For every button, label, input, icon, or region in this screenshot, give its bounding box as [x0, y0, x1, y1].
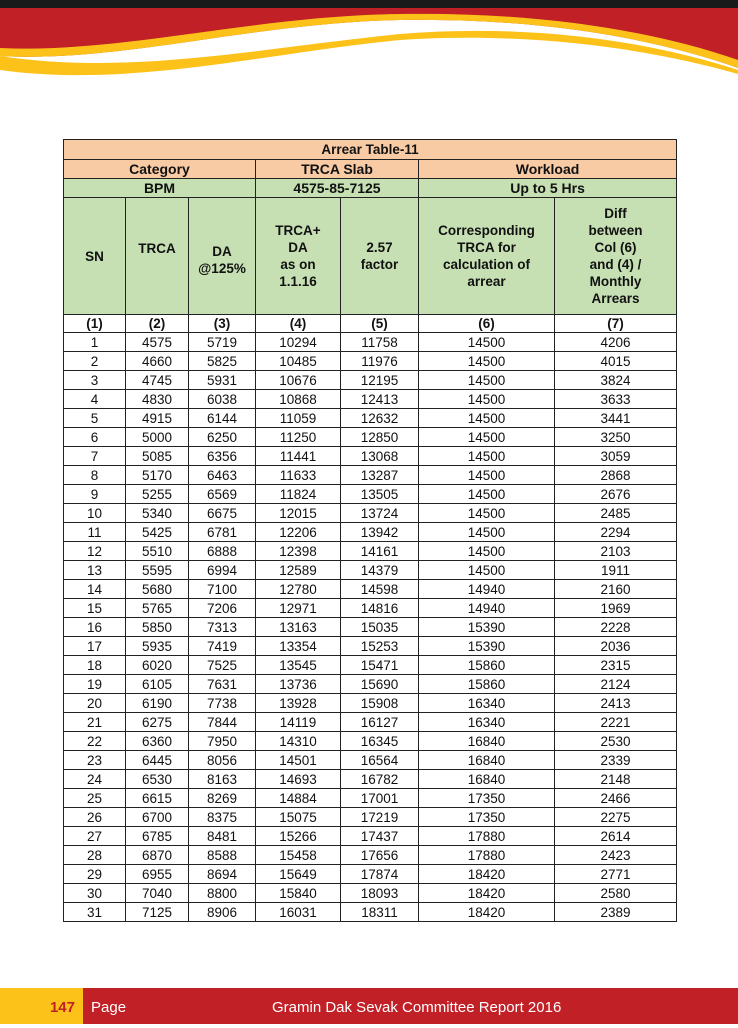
table-cell: 11633	[256, 466, 341, 485]
table-cell: 6675	[189, 504, 256, 523]
table-cell: 7040	[126, 884, 189, 903]
table-cell: 4915	[126, 409, 189, 428]
table-cell: 10676	[256, 371, 341, 390]
table-cell: 14598	[341, 580, 419, 599]
column-header-line: TRCA	[138, 240, 176, 256]
table-row	[64, 656, 677, 675]
table-cell: 6569	[189, 485, 256, 504]
column-number-row	[64, 315, 677, 333]
table-cell: 6	[64, 428, 126, 447]
table-cell: 23	[64, 751, 126, 770]
table-row	[64, 428, 677, 447]
table-cell: 1969	[555, 599, 677, 618]
table-cell: 15266	[256, 827, 341, 846]
table-row	[64, 390, 677, 409]
footer-bar	[0, 988, 738, 1024]
table-cell: 6275	[126, 713, 189, 732]
table-row	[64, 732, 677, 751]
table-cell: 14500	[419, 542, 555, 561]
table-cell: 15471	[341, 656, 419, 675]
table-cell: 15860	[419, 675, 555, 694]
table-cell: 18093	[341, 884, 419, 903]
table-cell: 6870	[126, 846, 189, 865]
table-cell: 21	[64, 713, 126, 732]
table-cell: 14500	[419, 447, 555, 466]
column-header-line: between	[588, 223, 643, 238]
table-cell: 13068	[341, 447, 419, 466]
table-cell: 16840	[419, 770, 555, 789]
table-cell: 15908	[341, 694, 419, 713]
table-row	[64, 789, 677, 808]
table-cell: 10485	[256, 352, 341, 371]
table-row	[64, 523, 677, 542]
table-cell: 2339	[555, 751, 677, 770]
table-cell: 15458	[256, 846, 341, 865]
table-cell: 11758	[341, 333, 419, 352]
table-cell: 15390	[419, 637, 555, 656]
column-number: (2)	[126, 315, 189, 333]
table-cell: 6785	[126, 827, 189, 846]
table-cell: 17880	[419, 827, 555, 846]
table-cell: 16840	[419, 751, 555, 770]
table-cell: 12206	[256, 523, 341, 542]
table-cell: 6463	[189, 466, 256, 485]
table-cell: 7525	[189, 656, 256, 675]
table-cell: 17656	[341, 846, 419, 865]
table-cell: 11250	[256, 428, 341, 447]
table-cell: 14500	[419, 371, 555, 390]
table-cell: 11976	[341, 352, 419, 371]
table-cell: 18420	[419, 903, 555, 922]
header-workload: Workload	[419, 160, 677, 179]
column-header	[256, 198, 341, 315]
table-cell: 12413	[341, 390, 419, 409]
table-cell: 17219	[341, 808, 419, 827]
table-row	[64, 447, 677, 466]
table-cell: 2485	[555, 504, 677, 523]
table-cell: 2315	[555, 656, 677, 675]
table-cell: 2103	[555, 542, 677, 561]
table-cell: 17001	[341, 789, 419, 808]
table-cell: 12195	[341, 371, 419, 390]
table-cell: 6994	[189, 561, 256, 580]
table-cell: 5680	[126, 580, 189, 599]
table-row	[64, 485, 677, 504]
table-cell: 14500	[419, 504, 555, 523]
table-cell: 14940	[419, 580, 555, 599]
table-cell: 31	[64, 903, 126, 922]
table-cell: 6105	[126, 675, 189, 694]
table-cell: 7	[64, 447, 126, 466]
table-row	[64, 504, 677, 523]
table-cell: 3824	[555, 371, 677, 390]
column-header-line: Arrears	[591, 291, 640, 306]
table-cell: 6530	[126, 770, 189, 789]
table-row	[64, 884, 677, 903]
table-cell: 6781	[189, 523, 256, 542]
table-cell: 19	[64, 675, 126, 694]
table-cell: 6020	[126, 656, 189, 675]
table-cell: 12589	[256, 561, 341, 580]
table-row	[64, 409, 677, 428]
table-cell: 20	[64, 694, 126, 713]
header-decorative-wave	[0, 8, 738, 103]
table-cell: 6700	[126, 808, 189, 827]
table-cell: 13736	[256, 675, 341, 694]
table-cell: 27	[64, 827, 126, 846]
column-header-line: and (4) /	[589, 257, 642, 272]
table-row	[64, 675, 677, 694]
table-cell: 18311	[341, 903, 419, 922]
column-header-row	[64, 198, 677, 315]
table-cell: 17874	[341, 865, 419, 884]
table-cell: 6445	[126, 751, 189, 770]
table-cell: 16340	[419, 694, 555, 713]
table-cell: 30	[64, 884, 126, 903]
table-cell: 7950	[189, 732, 256, 751]
table-cell: 13163	[256, 618, 341, 637]
table-cell: 5510	[126, 542, 189, 561]
table-cell: 14	[64, 580, 126, 599]
column-header-line: 1.1.16	[279, 274, 317, 289]
column-header-line: Corresponding	[438, 223, 535, 238]
table-cell: 14500	[419, 466, 555, 485]
report-title: Gramin Dak Sevak Committee Report 2016	[272, 999, 562, 1016]
table-cell: 5935	[126, 637, 189, 656]
table-cell: 16031	[256, 903, 341, 922]
column-header-line: Col (6)	[594, 240, 637, 255]
table-cell: 14500	[419, 390, 555, 409]
table-cell: 12780	[256, 580, 341, 599]
table-row	[64, 770, 677, 789]
table-row	[64, 466, 677, 485]
table-cell: 13287	[341, 466, 419, 485]
table-cell: 24	[64, 770, 126, 789]
table-cell: 4745	[126, 371, 189, 390]
table-cell: 11441	[256, 447, 341, 466]
table-cell: 5170	[126, 466, 189, 485]
table-cell: 5850	[126, 618, 189, 637]
table-cell: 7631	[189, 675, 256, 694]
workload-value: Up to 5 Hrs	[419, 179, 677, 198]
table-row	[64, 637, 677, 656]
table-cell: 14816	[341, 599, 419, 618]
table-cell: 12850	[341, 428, 419, 447]
table-cell: 14500	[419, 523, 555, 542]
table-cell: 15035	[341, 618, 419, 637]
arrear-table-container	[63, 139, 676, 922]
table-cell: 10868	[256, 390, 341, 409]
table-cell: 15860	[419, 656, 555, 675]
table-cell: 8800	[189, 884, 256, 903]
table-cell: 14500	[419, 428, 555, 447]
table-cell: 18	[64, 656, 126, 675]
column-header-line: DA	[288, 240, 308, 255]
column-number: (3)	[189, 315, 256, 333]
table-cell: 14500	[419, 352, 555, 371]
table-row	[64, 371, 677, 390]
table-cell: 2389	[555, 903, 677, 922]
table-cell: 14500	[419, 485, 555, 504]
table-row	[64, 865, 677, 884]
table-cell: 7419	[189, 637, 256, 656]
column-header	[555, 198, 677, 315]
table-cell: 2160	[555, 580, 677, 599]
table-cell: 6190	[126, 694, 189, 713]
table-cell: 11059	[256, 409, 341, 428]
table-cell: 16564	[341, 751, 419, 770]
table-cell: 2	[64, 352, 126, 371]
table-cell: 7313	[189, 618, 256, 637]
table-cell: 7125	[126, 903, 189, 922]
column-header-line: arrear	[467, 274, 506, 289]
table-row	[64, 903, 677, 922]
column-number: (6)	[419, 315, 555, 333]
table-cell: 22	[64, 732, 126, 751]
table-row	[64, 808, 677, 827]
table-cell: 2221	[555, 713, 677, 732]
table-row	[64, 333, 677, 352]
table-cell: 3059	[555, 447, 677, 466]
table-cell: 18420	[419, 865, 555, 884]
table-cell: 2676	[555, 485, 677, 504]
column-header	[126, 198, 189, 315]
slab-value: 4575-85-7125	[256, 179, 419, 198]
table-row	[64, 542, 677, 561]
table-cell: 4830	[126, 390, 189, 409]
table-cell: 14310	[256, 732, 341, 751]
column-header-line: calculation of	[442, 257, 530, 272]
column-header-line: @125%	[198, 261, 246, 276]
page-number: 147	[0, 988, 83, 1024]
table-cell: 4575	[126, 333, 189, 352]
table-cell: 14501	[256, 751, 341, 770]
table-cell: 12398	[256, 542, 341, 561]
table-cell: 6356	[189, 447, 256, 466]
table-cell: 16782	[341, 770, 419, 789]
category-value: BPM	[64, 179, 256, 198]
table-cell: 14161	[341, 542, 419, 561]
table-cell: 17437	[341, 827, 419, 846]
table-cell: 2771	[555, 865, 677, 884]
column-header-line: TRCA+	[275, 223, 321, 238]
table-cell: 14500	[419, 561, 555, 580]
table-cell: 5000	[126, 428, 189, 447]
column-header-line: factor	[360, 257, 399, 272]
table-cell: 17350	[419, 808, 555, 827]
table-cell: 4206	[555, 333, 677, 352]
table-cell: 17350	[419, 789, 555, 808]
table-cell: 12632	[341, 409, 419, 428]
table-cell: 8375	[189, 808, 256, 827]
table-cell: 6360	[126, 732, 189, 751]
table-cell: 14500	[419, 333, 555, 352]
table-cell: 3	[64, 371, 126, 390]
table-cell: 2275	[555, 808, 677, 827]
column-header-line: Monthly	[589, 274, 642, 289]
table-cell: 4660	[126, 352, 189, 371]
table-cell: 9	[64, 485, 126, 504]
table-cell: 6038	[189, 390, 256, 409]
table-cell: 8588	[189, 846, 256, 865]
table-cell: 13	[64, 561, 126, 580]
table-cell: 13928	[256, 694, 341, 713]
table-cell: 10	[64, 504, 126, 523]
table-row	[64, 846, 677, 865]
table-cell: 15649	[256, 865, 341, 884]
table-cell: 16340	[419, 713, 555, 732]
column-header	[341, 198, 419, 315]
column-number: (5)	[341, 315, 419, 333]
table-cell: 8694	[189, 865, 256, 884]
table-cell: 2124	[555, 675, 677, 694]
arrear-table	[63, 139, 677, 922]
table-row	[64, 751, 677, 770]
table-cell: 7738	[189, 694, 256, 713]
column-header	[419, 198, 555, 315]
table-row	[64, 599, 677, 618]
table-cell: 15253	[341, 637, 419, 656]
top-black-strip	[0, 0, 738, 8]
table-cell: 2868	[555, 466, 677, 485]
table-cell: 2036	[555, 637, 677, 656]
column-header	[189, 198, 256, 315]
table-cell: 16345	[341, 732, 419, 751]
header-trca-slab: TRCA Slab	[256, 160, 419, 179]
table-cell: 2423	[555, 846, 677, 865]
table-cell: 14500	[419, 409, 555, 428]
table-cell: 5825	[189, 352, 256, 371]
table-row	[64, 561, 677, 580]
table-cell: 5255	[126, 485, 189, 504]
table-cell: 6250	[189, 428, 256, 447]
table-cell: 5	[64, 409, 126, 428]
table-cell: 13545	[256, 656, 341, 675]
table-cell: 8056	[189, 751, 256, 770]
table-cell: 13942	[341, 523, 419, 542]
table-cell: 11824	[256, 485, 341, 504]
table-cell: 18420	[419, 884, 555, 903]
table-cell: 6955	[126, 865, 189, 884]
column-header-line: SN	[85, 248, 104, 264]
table-cell: 5765	[126, 599, 189, 618]
table-cell: 17880	[419, 846, 555, 865]
table-cell: 5595	[126, 561, 189, 580]
table-cell: 2530	[555, 732, 677, 751]
table-cell: 12971	[256, 599, 341, 618]
table-title: Arrear Table-11	[64, 140, 677, 160]
table-cell: 2466	[555, 789, 677, 808]
table-cell: 1	[64, 333, 126, 352]
table-cell: 2294	[555, 523, 677, 542]
table-cell: 15	[64, 599, 126, 618]
table-cell: 13505	[341, 485, 419, 504]
table-cell: 14884	[256, 789, 341, 808]
table-cell: 13724	[341, 504, 419, 523]
table-cell: 5085	[126, 447, 189, 466]
table-cell: 4015	[555, 352, 677, 371]
table-row	[64, 352, 677, 371]
table-cell: 17	[64, 637, 126, 656]
table-cell: 5340	[126, 504, 189, 523]
table-cell: 8269	[189, 789, 256, 808]
table-cell: 16	[64, 618, 126, 637]
table-cell: 14693	[256, 770, 341, 789]
header-category: Category	[64, 160, 256, 179]
table-cell: 4	[64, 390, 126, 409]
table-cell: 6888	[189, 542, 256, 561]
table-row	[64, 618, 677, 637]
table-cell: 14379	[341, 561, 419, 580]
table-cell: 14119	[256, 713, 341, 732]
table-cell: 26	[64, 808, 126, 827]
column-header-line: Diff	[604, 206, 627, 221]
table-cell: 7100	[189, 580, 256, 599]
table-cell: 7844	[189, 713, 256, 732]
column-number: (1)	[64, 315, 126, 333]
table-cell: 16127	[341, 713, 419, 732]
table-cell: 11	[64, 523, 126, 542]
table-cell: 8	[64, 466, 126, 485]
table-cell: 2413	[555, 694, 677, 713]
table-cell: 8906	[189, 903, 256, 922]
table-row	[64, 580, 677, 599]
table-row	[64, 694, 677, 713]
table-cell: 6615	[126, 789, 189, 808]
column-header-line: DA	[212, 244, 232, 259]
table-cell: 1911	[555, 561, 677, 580]
table-cell: 5425	[126, 523, 189, 542]
column-header-line: TRCA for	[457, 240, 516, 255]
table-cell: 15840	[256, 884, 341, 903]
table-cell: 28	[64, 846, 126, 865]
column-number: (7)	[555, 315, 677, 333]
table-cell: 13354	[256, 637, 341, 656]
table-cell: 8163	[189, 770, 256, 789]
table-cell: 2148	[555, 770, 677, 789]
table-cell: 29	[64, 865, 126, 884]
table-cell: 2580	[555, 884, 677, 903]
table-cell: 14940	[419, 599, 555, 618]
table-row	[64, 827, 677, 846]
column-header	[64, 198, 126, 315]
column-number: (4)	[256, 315, 341, 333]
table-cell: 5931	[189, 371, 256, 390]
table-cell: 3441	[555, 409, 677, 428]
table-cell: 2614	[555, 827, 677, 846]
table-cell: 3250	[555, 428, 677, 447]
column-header-line: as on	[280, 257, 316, 272]
table-cell: 5719	[189, 333, 256, 352]
table-cell: 3633	[555, 390, 677, 409]
table-cell: 15390	[419, 618, 555, 637]
table-row	[64, 713, 677, 732]
page-label: Page	[91, 999, 127, 1016]
table-cell: 16840	[419, 732, 555, 751]
table-cell: 12015	[256, 504, 341, 523]
column-header-line: 2.57	[366, 240, 393, 255]
table-cell: 8481	[189, 827, 256, 846]
table-cell: 7206	[189, 599, 256, 618]
table-cell: 6144	[189, 409, 256, 428]
table-cell: 10294	[256, 333, 341, 352]
table-cell: 2228	[555, 618, 677, 637]
table-cell: 25	[64, 789, 126, 808]
table-cell: 15075	[256, 808, 341, 827]
table-cell: 15690	[341, 675, 419, 694]
table-cell: 12	[64, 542, 126, 561]
